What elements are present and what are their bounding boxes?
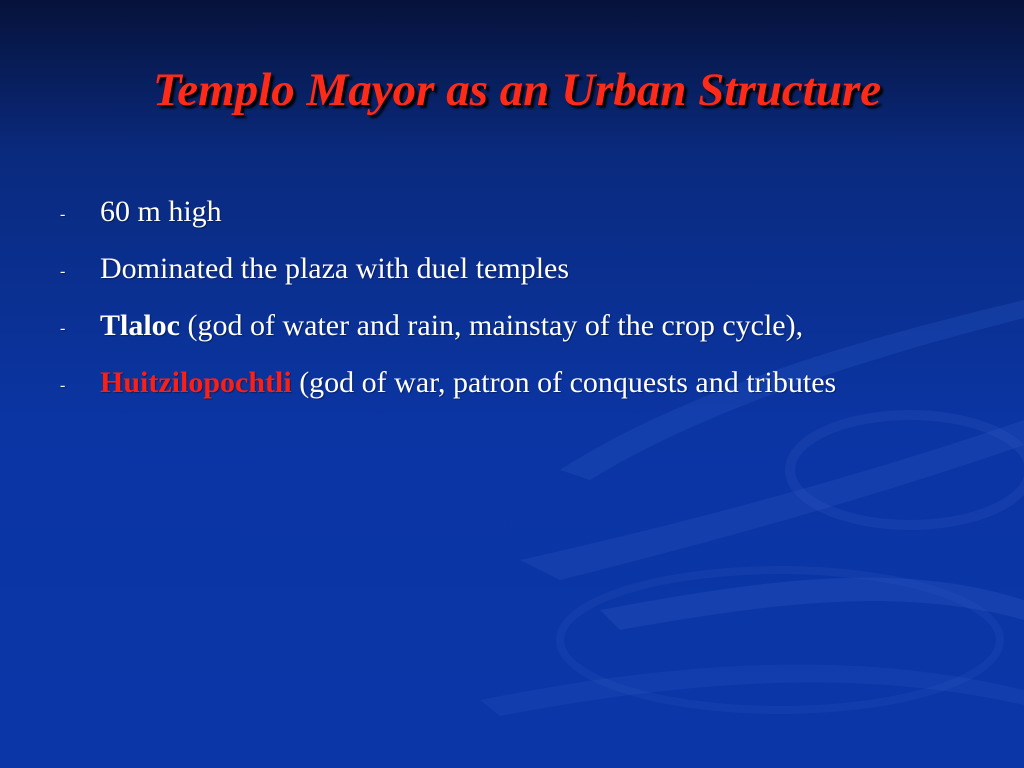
- deity-name-tlaloc: Tlaloc: [100, 309, 180, 342]
- bullet-dash: -: [60, 377, 66, 394]
- bullet-text: Dominated the plaza with duel temples: [100, 252, 570, 285]
- bullet-item: [60, 360, 960, 406]
- slide-title: Templo Mayor as an Urban Structure: [152, 64, 882, 116]
- bullet-dash: -: [60, 206, 66, 223]
- bullet-dash: -: [60, 320, 66, 337]
- bullet-item: [60, 189, 960, 235]
- bullet-item: [60, 303, 960, 349]
- bullet-text: (god of war, patron of conquests and tributes: [291, 366, 837, 399]
- bullet-text: 60 m high: [100, 195, 222, 228]
- bullet-item: [60, 246, 960, 292]
- bullet-dash: -: [60, 263, 66, 280]
- bullet-text: (god of water and rain, mainstay of the crop cycle),: [180, 309, 804, 342]
- bullet-list: [60, 189, 960, 417]
- deity-name-huitzilopochtli: Huitzilopochtli: [100, 366, 292, 399]
